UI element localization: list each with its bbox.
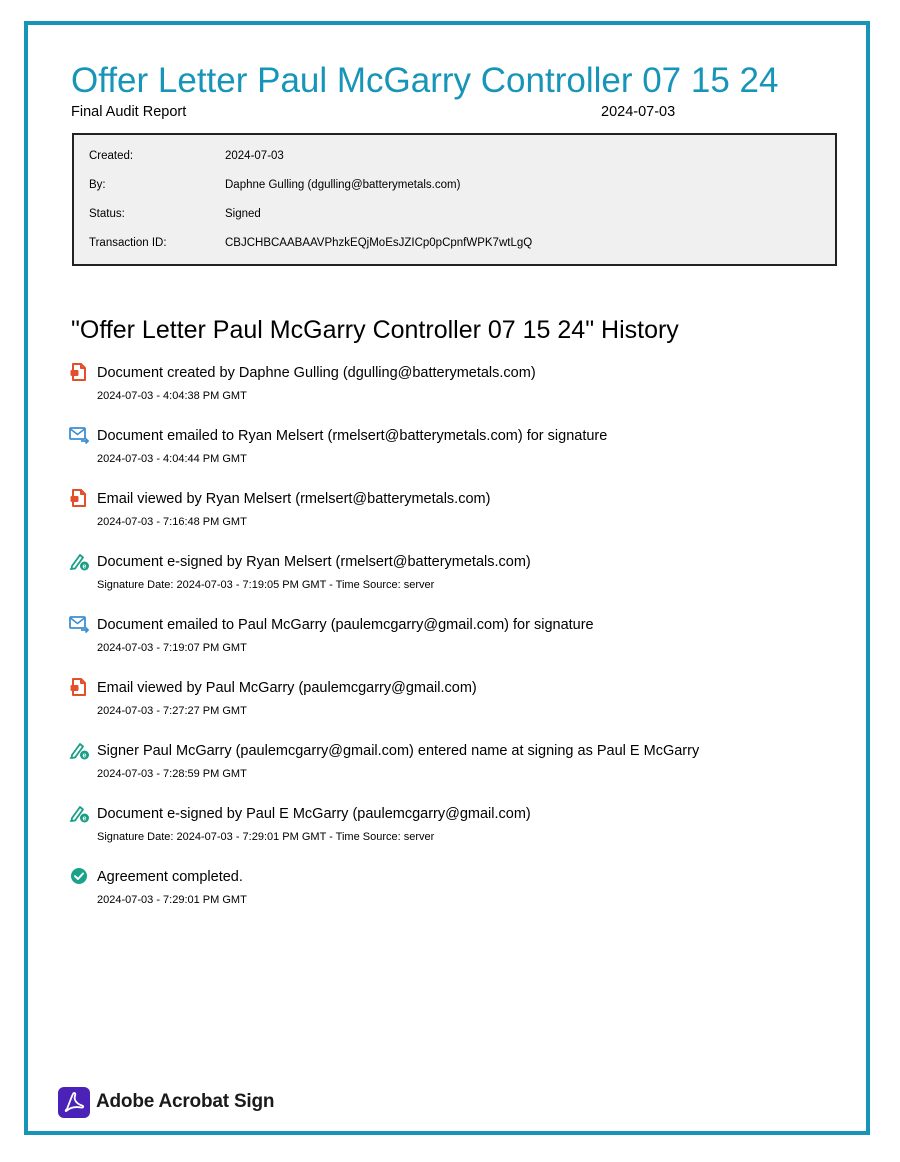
esign-pen-icon bbox=[68, 551, 90, 571]
meta-label: Transaction ID: bbox=[89, 237, 167, 249]
history-event bbox=[68, 551, 848, 601]
history-event bbox=[68, 677, 848, 727]
meta-value: Daphne Gulling (dgulling@batterymetals.com) bbox=[225, 179, 461, 191]
meta-label: Status: bbox=[89, 208, 125, 220]
document-title: Offer Letter Paul McGarry Controller 07 15 24 bbox=[71, 61, 779, 100]
meta-value: CBJCHBCAABAAVPhzkEQjMoEsJZICp0pCpnfWPK7wtLgQ bbox=[225, 237, 533, 249]
event-description: Email viewed by Ryan Melsert (rmelsert@batterymetals.com) bbox=[97, 491, 491, 507]
history-event bbox=[68, 362, 848, 412]
history-event bbox=[68, 740, 848, 790]
event-timestamp: 2024-07-03 - 7:29:01 PM GMT bbox=[97, 894, 247, 906]
check-circle-icon bbox=[68, 866, 90, 886]
meta-value: 2024-07-03 bbox=[225, 150, 284, 162]
history-event bbox=[68, 425, 848, 475]
email-sent-icon bbox=[68, 425, 90, 445]
document-icon bbox=[68, 362, 90, 382]
document-info-box bbox=[72, 133, 837, 266]
event-timestamp: 2024-07-03 - 7:16:48 PM GMT bbox=[97, 516, 247, 528]
event-description: Document emailed to Paul McGarry (paulemcgarry@gmail.com) for signature bbox=[97, 617, 594, 633]
svg-text:e: e bbox=[82, 752, 87, 760]
event-timestamp: 2024-07-03 - 7:19:07 PM GMT bbox=[97, 642, 247, 654]
history-title: "Offer Letter Paul McGarry Controller 07 15 24" History bbox=[71, 316, 679, 344]
svg-text:e: e bbox=[82, 815, 87, 823]
meta-label: Created: bbox=[89, 150, 134, 162]
meta-label: By: bbox=[89, 179, 106, 191]
event-description: Document e-signed by Ryan Melsert (rmelsert@batterymetals.com) bbox=[97, 554, 531, 570]
document-icon bbox=[68, 677, 90, 697]
event-timestamp: 2024-07-03 - 4:04:44 PM GMT bbox=[97, 453, 247, 465]
email-sent-icon bbox=[68, 614, 90, 634]
history-event bbox=[68, 488, 848, 538]
history-event bbox=[68, 803, 848, 853]
acrobat-logo-icon bbox=[58, 1087, 90, 1118]
brand-name: Adobe Acrobat Sign bbox=[96, 1091, 275, 1112]
event-description: Signer Paul McGarry (paulemcgarry@gmail.com) entered name at signing as Paul E McGarry bbox=[97, 743, 700, 759]
report-date: 2024-07-03 bbox=[601, 104, 676, 120]
event-description: Document created by Daphne Gulling (dgulling@batterymetals.com) bbox=[97, 365, 536, 381]
event-timestamp: Signature Date: 2024-07-03 - 7:29:01 PM GMT - Time Source: server bbox=[97, 831, 435, 843]
event-timestamp: 2024-07-03 - 7:28:59 PM GMT bbox=[97, 768, 247, 780]
esign-pen-icon bbox=[68, 803, 90, 823]
history-event bbox=[68, 614, 848, 664]
event-description: Agreement completed. bbox=[97, 869, 243, 885]
report-subtitle: Final Audit Report bbox=[71, 104, 187, 120]
meta-value: Signed bbox=[225, 208, 261, 220]
history-event bbox=[68, 866, 848, 916]
event-description: Email viewed by Paul McGarry (paulemcgarry@gmail.com) bbox=[97, 680, 477, 696]
event-description: Document e-signed by Paul E McGarry (paulemcgarry@gmail.com) bbox=[97, 806, 531, 822]
event-timestamp: Signature Date: 2024-07-03 - 7:19:05 PM GMT - Time Source: server bbox=[97, 579, 435, 591]
svg-text:e: e bbox=[82, 563, 87, 571]
event-description: Document emailed to Ryan Melsert (rmelsert@batterymetals.com) for signature bbox=[97, 428, 608, 444]
esign-pen-icon bbox=[68, 740, 90, 760]
document-icon bbox=[68, 488, 90, 508]
event-timestamp: 2024-07-03 - 7:27:27 PM GMT bbox=[97, 705, 247, 717]
event-timestamp: 2024-07-03 - 4:04:38 PM GMT bbox=[97, 390, 247, 402]
